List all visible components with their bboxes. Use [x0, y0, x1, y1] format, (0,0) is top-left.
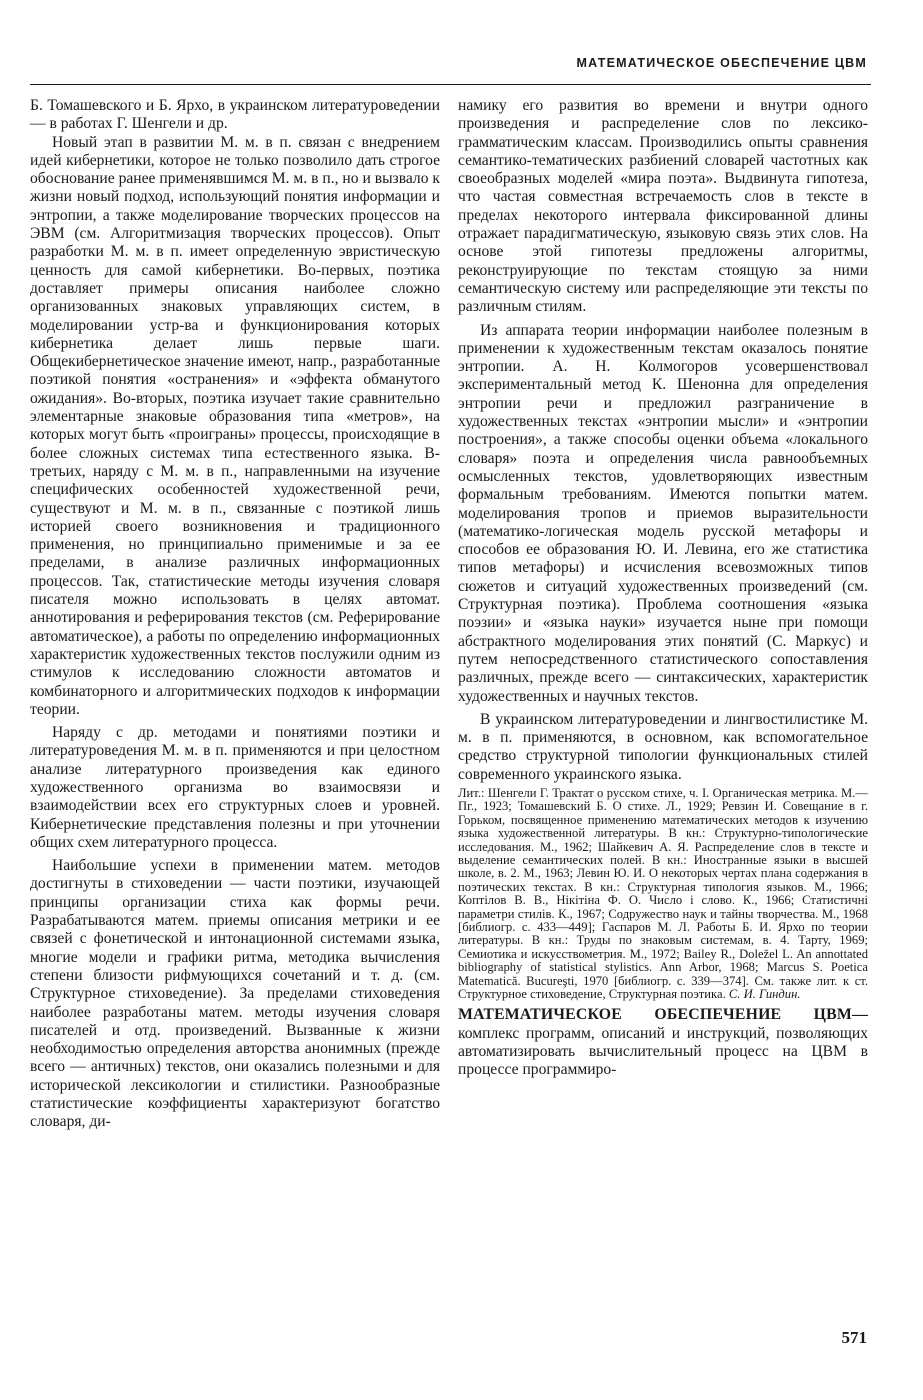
right-paragraph-2: Из аппарата теории информации наиболее полезным в применении к художественным текстам оказалось понятие энтропии. А. Н. Колмогоров усовершенствовал экспериментальный метод К. Шенонна для определения энтропии речи и предложил разграничение в художественных текстах «энтропии мысли» и «энтропии построения», а также способы оценки объема «локального словаря» поэта и определения числа равнообъемных осмысленных текстов, удовлетворяющих известным формальным требованиям. Имеются попытки матем. моделирования тропов и приемов выразительности (математико-логическая модель русской метафоры и способов ее образования Ю. И. Левина, его же статистика типов метафоры) и исчисления всевозможных типов сюжетов и ситуаций художественных произведений (см. Структурная поэтика). Проблема соотношения «языка поэзии» и «языка науки» изучается ныне при помощи абстрактного моделирования этих понятий (С. Маркус) и путем непосредственного статистического сопоставления различных, прежде всего — синтаксических, характеристик художественных и научных текстов.: [458, 321, 868, 705]
left-paragraph-3: Наряду с др. методами и понятиями поэтики и литературоведения М. м. в п. применяются и при целостном анализе литературного произведения как единого художественного организма во взаимосвязи и взаимодействии всех его структурных слоев и уровней. Кибернетические представления полезны и при уточнении общих схем литературного процесса.: [30, 724, 440, 851]
new-entry: [458, 1006, 868, 1079]
author-signature: С. И. Гиндин.: [728, 987, 801, 1002]
page-number: 571: [841, 1328, 867, 1347]
entry-title: МАТЕМАТИЧЕСКОЕ ОБЕСПЕЧЕНИЕ ЦВМ—: [458, 1006, 868, 1024]
literature-references: [458, 787, 868, 1002]
left-column: [30, 97, 440, 1132]
header-rule: [30, 84, 871, 85]
left-paragraph-2: Новый этап в развитии М. м. в п. связан с внедрением идей кибернетики, которое не только позволило дать строгое обоснование ранее применявшимся М. м. в п., но и вызвало к жизни новый подход, использующий понятия информации и энтропии, а также моделирование творческих процессов на ЭВМ (см. Алгоритмизация творческих процессов). Опыт разработки М. м. в п. имеет определенную эвристическую ценность для самой кибернетики. Во-первых, поэтика доставляет примеры описания наиболее сложно организованных знаковых управляющих систем, в моделировании устр-ва и функционирования которых кибернетика делает лишь первые шаги. Общекибернетическое значение имеют, напр., разработанные поэтикой понятия «остранения» и «эффекта обманутого ожидания». Во-вторых, поэтика изучает такие сравнительно элементарные знаковые образования типа «метров», на которых могут быть «проиграны» процессы, происходящие в более сложных системах типа естественного языка. В-третьих, наряду с М. м. в п., направленными на изучение специфических особенностей художественной речи, существуют и М. м. в п., связанные с поэтикой лишь историей своего возникновения и традиционного применения, но принципиально применимые и за ее пределами, в анализе различных информационных процессов. Так, статистические методы изучения словаря писателя можно использовать в целях автомат. аннотирования и реферирования текстов (см. Реферирование автоматическое), а работы по определению информационных характеристик художественных текстов послужили одним из стимулов к исследованию сложности автоматов и комбинаторного и алгоритмических подходов к информации теории.: [30, 133, 440, 718]
entry-text: комплекс программ, описаний и инструкций, позволяющих автоматизировать вычислительный процесс на ЦВМ в процессе программиро-: [458, 1024, 868, 1079]
literature-text: Лит.: Шенгели Г. Трактат о русском стихе, ч. I. Органическая метрика. М.— Пг., 1923; Томашевский Б. О стихе. Л., 1929; Ревзин И. Совещание в г. Горьком, посвященное применению математических методов к изучению языка художественной литературы. В кн.: Структурно-типологические исследования. М., 1962; Шайкевич А. Я. Распределение слов в тексте и выделение семантических полей. В кн.: Иностранные языки в высшей школе, в. 2. М., 1963; Левин Ю. И. О некоторых чертах плана содержания в поэтических текстах. В кн.: Структурная типология языков. М., 1966; Коптілов В. В., Нікітіна Ф. О. Число і слово. К., 1966; Статистичні параметри стилів. К., 1967; Содружество наук и тайны творчества. М., 1968 [библиогр. с. 433—449]; Гаспаров М. Л. Работы Б. И. Ярхо по теории литературы. В кн.: Труды по знаковым системам, в. 4. Тарту, 1969; Семиотика и искусствометрия. М., 1972; Bailey R., Doležel L. An annottated bibliography of statistical stylistics. Ann Arbor, 1968; Marcus S. Poetica Matematică. Bucureşti, 1970 [библиогр. с. 339—374]. См. также лит. к ст. Структурное стиховедение, Структурная поэтика.: [458, 785, 868, 1002]
running-head: МАТЕМАТИЧЕСКОЕ ОБЕСПЕЧЕНИЕ ЦВМ: [576, 56, 867, 70]
right-paragraph-1: намику его развития во времени и внутри одного произведения и распределение слов по лексико-грамматическим классам. Производились опыты сравнения семантико-тематических разбиений словарей частотных как своеобразных моделей «мира поэта». Выдвинута гипотеза, что частая совместная встречаемость слов в тексте в пределах некоторого интервала фиксированной длины отражает парадигматическую, языковую связь этих слов. На основе этой гипотезы предложены алгоритмы, реконструирующие по текстам стоящую за ними семантическую систему или распределяющие эти тексты по различным стилям.: [458, 97, 868, 316]
right-column: [458, 97, 868, 1080]
left-paragraph-4: Наибольшие успехи в применении матем. методов достигнуты в стиховедении — части поэтики, изучающей принципы организации стиха как формы речи. Разрабатываются матем. приемы описания метрики и ее связей с фонетической и интонационной системами языка, многие модели и графики ритма, методика вычисления степени близости рифмующихся сочетаний и т. д. (см. Структурное стиховедение). За пределами стиховедения наиболее разработаны матем. методы изучения словаря писателей и отд. произведений. Вызванные к жизни необходимостью определения авторства анонимных (прежде всего — античных) текстов, они оказались полезными и для исторической лексикологии и стилистики. Разнообразные статистические коэффициенты характеризуют богатство словаря, ди-: [30, 857, 440, 1131]
left-paragraph-1: Б. Томашевского и Б. Ярхо, в украинском литературоведении — в работах Г. Шенгели и др.: [30, 97, 440, 133]
right-paragraph-3: В украинском литературоведении и лингвостилистике М. м. в п. применяются, в основном, как вспомогательное средство структурной типологии функциональных стилей современного украинского языка.: [458, 710, 868, 783]
